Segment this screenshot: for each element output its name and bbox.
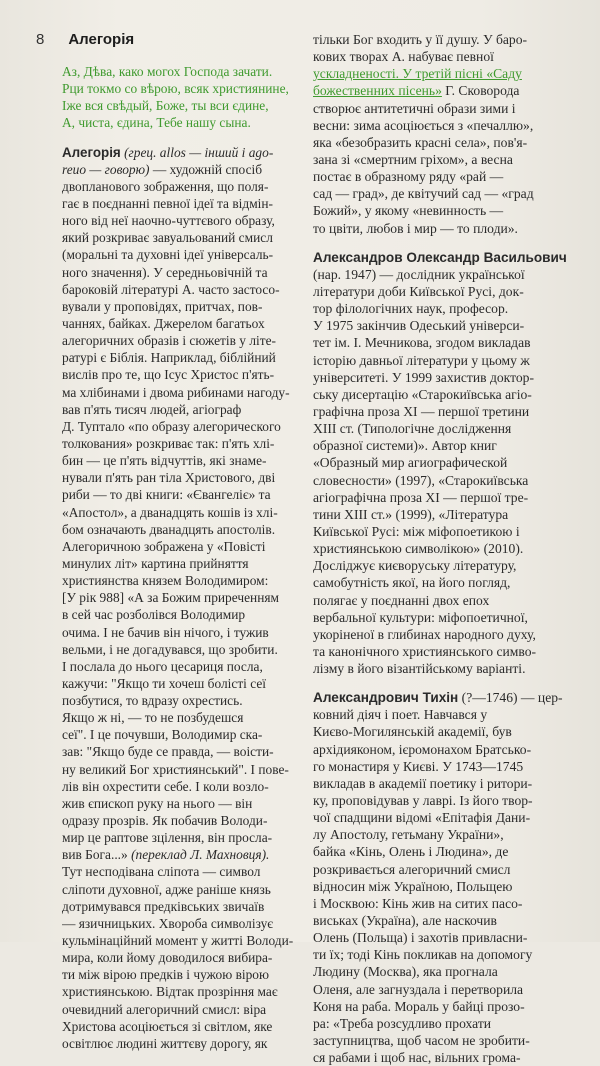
text-line: кажучи: "Якщо ти хочеш болісті сеї xyxy=(62,675,267,691)
entry-body-continued xyxy=(62,863,306,1052)
text-line: ного від неї наочно-чуттєвого образу, xyxy=(62,213,275,229)
text-line: християнською символікою» (2010). xyxy=(313,541,524,557)
page-header xyxy=(36,31,134,48)
text-line: нували п'ять ран тіла Христового, дві xyxy=(62,470,276,486)
text-line: кульмінаційний момент у житті Володи- xyxy=(62,933,294,949)
text-line: лу Апостолу, гетьману України», xyxy=(313,827,504,843)
text-line: зана зі «смертним гріхом», а весна xyxy=(313,151,513,167)
text-line: толкования» розкриває так: п'ять хлі- xyxy=(62,435,275,451)
entry-second-line xyxy=(62,161,306,178)
text-line: очевидний алегоричний смисл: віра xyxy=(62,1001,267,1017)
text-line: виськах (Україна), але наскочив xyxy=(313,913,497,929)
text-line: бароковій літературі А. часто застосо- xyxy=(62,281,280,297)
entry-etymology-2: reuo — говорю) xyxy=(62,161,150,177)
green-text-line-2: божественних пісень» Г. Сковорода xyxy=(313,83,520,99)
text-line: літератури доби Київської Русі, док- xyxy=(313,283,524,299)
text-line: лів він охрестити себе. І коли возло- xyxy=(62,778,269,794)
text-line: розкривається алегоричний смисл xyxy=(313,861,511,877)
text-line: вельми, і не догадувався, що зробити. xyxy=(62,641,278,657)
text-line: викладав в академії поетику і ритори- xyxy=(313,775,533,791)
text-line: лізму в його візантійському варіанті. xyxy=(313,661,526,677)
text-line: ську дисертацію «Старокиївська агіо- xyxy=(313,386,532,402)
text-line: Київської Русі: між міфопоетикою і xyxy=(313,523,520,539)
continued-text xyxy=(313,31,575,65)
green-text-line-1: ускладненості. У третій пісні «Саду xyxy=(313,66,522,82)
text-line: — язичницьких. Хвороба символізує xyxy=(62,915,274,931)
text-line: [У рік 988] «А за Божим приреченням xyxy=(62,590,280,606)
text-line: створює антитетичні образи зими і xyxy=(313,100,516,116)
text-line: «Апостол», а дванадцять кошів із хлі- xyxy=(62,504,278,520)
text-line: вували у проповідях, притчах, пов- xyxy=(62,298,263,314)
text-line: двопланового зображення, що поля- xyxy=(62,178,269,194)
text-line: ну великий Бог християнський". І пове- xyxy=(62,761,289,777)
text-line: Олень (Польща) і захотів привласни- xyxy=(313,930,528,946)
text-line: дотримувався предківських звичаїв xyxy=(62,898,265,914)
text-line: християнською. Відтак прозріння має xyxy=(62,984,278,1000)
text-line: жив єпископ руку на нього — він xyxy=(62,795,253,811)
text-line: історію давньої літератури у цьому ж xyxy=(313,352,530,368)
text-line: тор філологічних наук, професор. xyxy=(313,301,509,317)
text-line: сад — град», де квітучий сад — «град xyxy=(313,186,534,202)
entry-first-line xyxy=(62,144,306,161)
text-line: Аз, Дѣва, како могох Господа зачати. xyxy=(62,64,273,79)
text-line: християнства князем Володимиром: xyxy=(62,573,269,589)
text-line: весни: зима асоціюється з «печаллю», xyxy=(313,117,534,133)
text-line: вив Бога...» (переклад Л. Махновця). xyxy=(62,847,270,863)
text-line: архідияконом, ієромонахом Братсько- xyxy=(313,741,532,757)
text-line: ти між вірою предків і чужою вірою xyxy=(62,967,270,983)
text-line: У 1975 закінчив Одеський універси- xyxy=(313,318,525,334)
page-number: 8 xyxy=(36,31,45,48)
text-line: XIII ст. (Типологічне дослідження xyxy=(313,421,512,437)
entry-etymology: (грец. allos — інший і ago- xyxy=(120,144,274,160)
text-line: Іже вся свѣдый, Боже, ты вси єдине, xyxy=(62,98,269,114)
text-line: чаннях, байках. Джерелом багатьох xyxy=(62,315,265,331)
text-line: укоріненої в глибинах народного духу, xyxy=(313,626,536,642)
entry-definition-start: — художній спосіб xyxy=(149,161,263,177)
text-line: алегоричних образів і сюжетів у літе- xyxy=(62,333,276,349)
text-line: постає в образному ряду «рай — xyxy=(313,169,504,185)
text-line: кових творах А. набуває певної xyxy=(313,49,494,65)
entry-term: Алегорія xyxy=(62,144,121,160)
text-line: сліпоти духовної, адже раніше князь xyxy=(62,881,271,897)
text-line: ся рабами і щоб нас, вільних грома- xyxy=(313,1050,521,1066)
text-line: полягає у поєднанні двох епох xyxy=(313,592,490,608)
text-line: Д. Туптало «по образу алегорического xyxy=(62,418,281,434)
entry-heading-line-tikhin: Александрович Тихін (?—1746) — цер- xyxy=(313,690,563,706)
text-line: І послала до нього цесариця посла, xyxy=(62,658,263,674)
text-line: Людину (Москва), яка прогнала xyxy=(313,964,498,980)
text-line: Христова асоціюється зі світлом, яке xyxy=(62,1018,273,1034)
text-line: ковний діяч і поет. Навчався у xyxy=(313,707,488,723)
text-line: Рци токмо со вѣрою, всяк християнине, xyxy=(62,81,289,97)
text-line: Коня на раба. Мораль у байці прозо- xyxy=(313,998,525,1014)
text-line: чої спадщини відомі «Епітафія Дани- xyxy=(313,810,531,826)
text-line: графічна проза XI — першої третини xyxy=(313,403,530,419)
text-line: ра: «Треба розсудливо прохати xyxy=(313,1015,492,1031)
text-line: минулих літ» картина прийняття xyxy=(62,555,249,571)
text-line: яка «безобразить красні села», пов'я- xyxy=(313,134,528,150)
text-line: вислів про те, що Ісус Христос п'ять- xyxy=(62,367,275,383)
text-line: «Образный мир агиографической xyxy=(313,455,508,471)
text-line: відносин між Україною, Польщею xyxy=(313,878,513,894)
right-column xyxy=(313,31,575,1066)
text-line: (моральні та духовні ідеї універсаль- xyxy=(62,247,274,263)
text-line: ного значення). У середньовічній та xyxy=(62,264,268,280)
text-line: тільки Бог входить у її душу. У баро- xyxy=(313,32,528,47)
text-line: мир це раптове зцілення, він просла- xyxy=(62,830,273,846)
text-line: байка «Кінь, Олень і Людина», де xyxy=(313,844,509,860)
text-line: Досліджує києворуську літературу, xyxy=(313,558,517,574)
text-line: зав: "Якщо буде се правда, — воісти- xyxy=(62,744,274,760)
text-line: ку, проповідував у лаврі. Із його твор- xyxy=(313,793,533,809)
text-line: університеті. У 1999 захистив доктор- xyxy=(313,369,534,385)
text-line: Оленя, але загнуздала і перетворила xyxy=(313,981,524,997)
text-line: тини XIII ст.» (1999), «Література xyxy=(313,506,509,522)
text-line: та канонічного християнського симво- xyxy=(313,643,537,659)
text-line: гає в поєднанні певної ідеї та відмін- xyxy=(62,195,274,211)
entry-heading-tikhin: Александрович Тихін xyxy=(313,690,459,706)
text-line: Алегоричною зображена у «Повісті xyxy=(62,538,266,554)
entry-body xyxy=(62,178,306,864)
left-column xyxy=(62,63,306,1052)
text-line: самобутність якої, на його погляд, xyxy=(313,575,511,591)
text-line: ти їх; тоді Кінь покликав на допомогу xyxy=(313,947,533,963)
text-line: заступництва, щоб часом не зробити- xyxy=(313,1033,530,1049)
text-line: бин — це п'ять відчуттів, які знаме- xyxy=(62,453,267,469)
text-line: позбутися, то вдразу охрестись. xyxy=(62,693,243,709)
text-line: словесности» (1997), «Старокиївська xyxy=(313,472,529,488)
text-line: в сей час розболівся Володимир xyxy=(62,607,246,623)
text-line: вербальної культури: міфопоетичної, xyxy=(313,609,528,625)
text-line: одразу прозрів. Як побачив Володи- xyxy=(62,813,268,829)
text-line: риби — то дві книги: «Євангеліє» та xyxy=(62,487,271,503)
text-line: ма хлібинами і двома рибинами нагоду- xyxy=(62,384,290,400)
text-line: і Москвою: Кінь жив на ситих пасо- xyxy=(313,895,523,911)
text-line: (нар. 1947) — дослідник української xyxy=(313,266,525,282)
text-line: який розкриває завуальований смисл xyxy=(62,230,273,246)
text-line: Якщо ж ні, — то не позбудешся xyxy=(62,710,244,726)
text-line: го монастиря у Києві. У 1743—1745 xyxy=(313,758,524,774)
entry-body-tikhin xyxy=(313,706,575,1066)
verse-block xyxy=(62,63,306,132)
text-line: тет ім. І. Мечникова, згодом викладав xyxy=(313,335,531,351)
text-line: очима. І не бачив він нічого, і тужив xyxy=(62,624,269,640)
text-line: Тут несподівана сліпота — символ xyxy=(62,864,261,880)
text-line: Божий», у якому «невинность — xyxy=(313,203,504,219)
text-line: Києво-Могилянській академії, був xyxy=(313,724,512,740)
text-line: то цвіти, любов і мир — то плоди». xyxy=(313,220,518,236)
text-line: мира, коли йому доводилося вибира- xyxy=(62,950,273,966)
continued-text-rest xyxy=(313,100,575,237)
text-line: вав п'ять тисяч людей, агіограф xyxy=(62,401,242,417)
text-line: А, чиста, єдина, Тебе нашу сына. xyxy=(62,115,251,131)
entry-body-aleksandrov xyxy=(313,266,575,677)
translator-credit: (переклад Л. Махновця). xyxy=(127,847,270,863)
text-line: освітлює людині життєву дорогу, як xyxy=(62,1035,268,1051)
text-line: образної системи)». Автор книг xyxy=(313,438,497,454)
text-line: ратурі є Біблія. Наприклад, біблійний xyxy=(62,350,276,366)
text-line: агіографічна проза XI — першої тре- xyxy=(313,489,529,505)
text-line: сеї". І це почувши, Володимир ска- xyxy=(62,727,263,743)
text-line: бом означають дванадцять апостолів. xyxy=(62,521,276,537)
running-title: Алегорія xyxy=(68,31,135,48)
entry-heading-aleksandrov: Александров Олександр Васильович xyxy=(313,249,567,265)
